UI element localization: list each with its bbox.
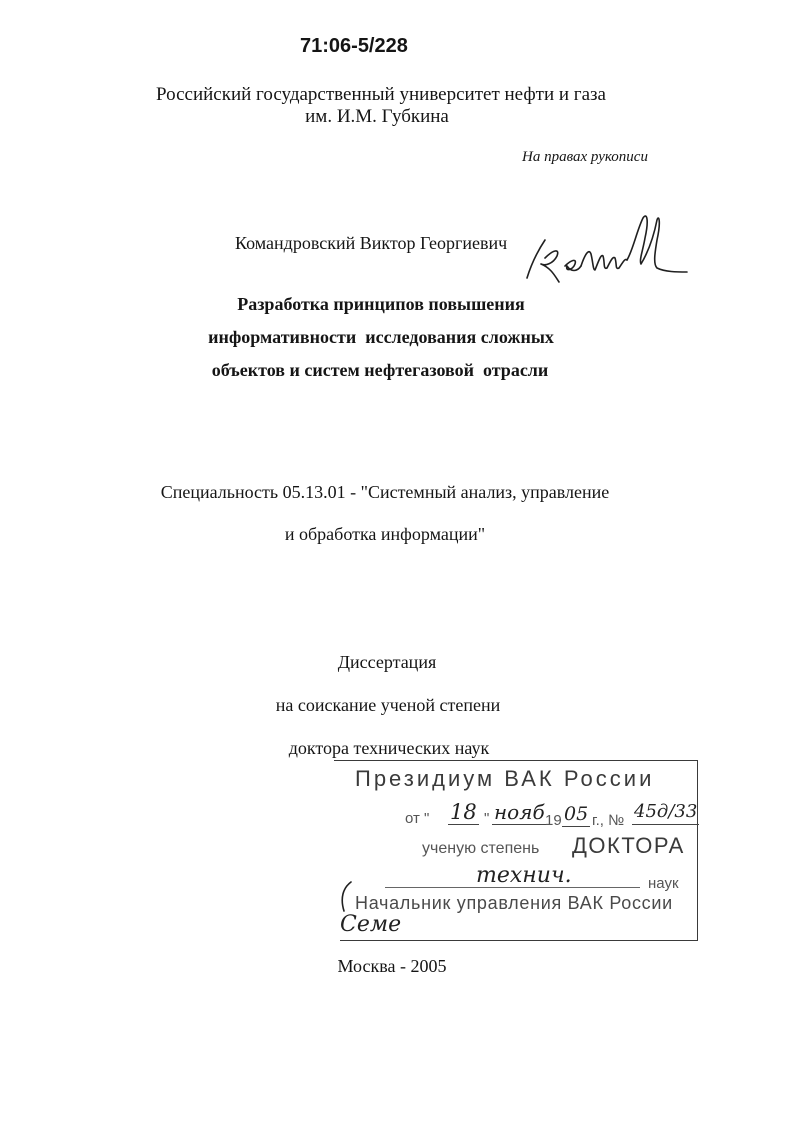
stamp-number: 45д/33 [632,800,699,825]
stamp-degree-level: ДОКТОРА [572,833,685,858]
specialty-line-1: Специальность 05.13.01 - "Системный анализ, управление [160,482,610,502]
manuscript-note: На правах рукописи [522,149,648,165]
stamp-header: Президиум ВАК России [355,766,655,791]
stamp-number-prefix: г., № [592,812,625,829]
title-line-3: объектов и систем нефтегазовой отрасли [211,360,549,380]
archive-code: 71:06-5/228 [300,35,408,57]
work-type: Диссертация [337,652,437,672]
degree-line-2: доктора технических наук [288,738,490,758]
stamp-field-suffix: наук [648,875,679,892]
author-signature [515,210,690,290]
stamp-degree-text: ученую степень [422,840,540,857]
institution-name: Российский государственный университет нефти и газа [156,84,606,105]
stamp-top-border [334,760,698,761]
city-year: Москва - 2005 [337,956,447,976]
title-line-1: Разработка принципов повышения [237,294,525,314]
stamp-date-prefix: от " [405,810,430,827]
stamp-signature: Семе [340,912,402,937]
title-line-2: информативности исследования сложных [208,327,554,347]
stamp-year-prefix: 19 [545,812,562,829]
stamp-field: технич. [476,863,572,888]
stamp-day: 18 [450,800,477,824]
stamp-year-suffix: 05 [564,803,589,825]
degree-line-1: на соискание ученой степени [275,695,501,715]
institution-namesake: им. И.М. Губкина [305,106,449,127]
stamp-right-border [697,761,698,941]
stamp-quote-close: " [484,810,490,827]
stamp-bottom-border [340,940,698,941]
stamp-official: Начальник управления ВАК России [355,893,673,913]
stamp-month: нояб [494,800,545,824]
author-name: Командровский Виктор Георгиевич [235,233,508,253]
stamp-bracket-mark [336,880,356,914]
specialty-line-2: и обработка информации" [284,524,486,544]
